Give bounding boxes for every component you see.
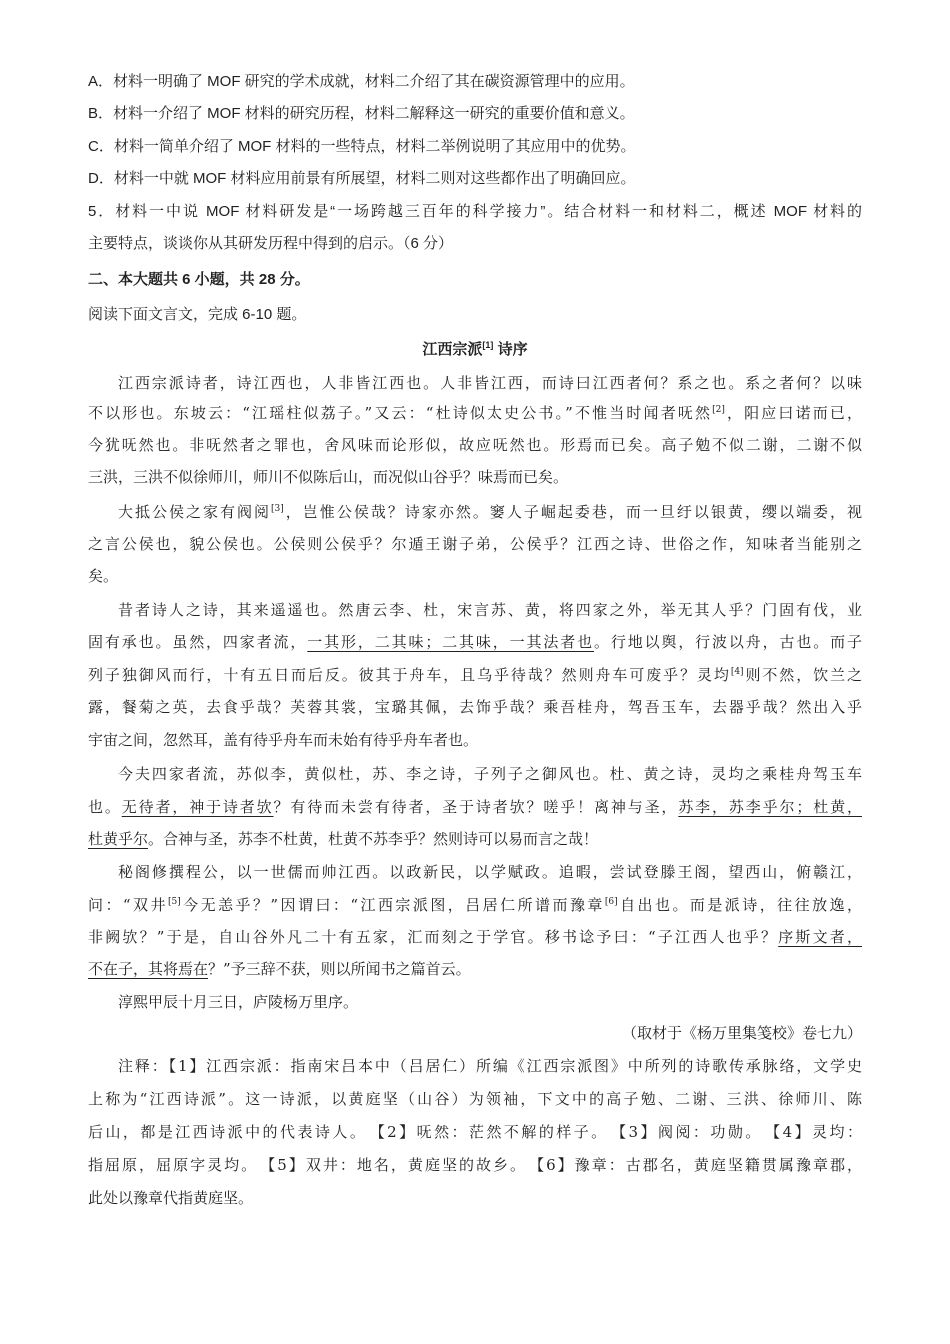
p2-line-1a: 大抵公侯之家有阀阅: [118, 503, 272, 521]
p1-line-2: [88, 403, 862, 423]
p4-line-3: [88, 829, 862, 849]
p2-line-2: 之言公侯也，貌公侯也。公侯则公侯乎？尔遁王谢子弟，公侯乎？江西之诗、世俗之作，知味者当能别之: [88, 535, 862, 553]
p4-line-3b: 。合神与圣，苏李不杜黄，杜黄不苏李乎？然则诗可以易而言之哉！: [148, 830, 599, 848]
p2-line-3: 矣。: [88, 567, 119, 585]
footnote-ref-3: [3]: [271, 504, 284, 514]
notes-line-5: 此处以豫章代指黄庭坚。: [88, 1189, 254, 1207]
p1-line-2b: ，阳应曰诺而已，: [724, 404, 862, 422]
footnote-ref-6: [6]: [604, 897, 618, 907]
notes-line-4: 指屈原，屈原字灵均。 【5】双井：地名，黄庭坚的故乡。 【6】豫章：古郡名，黄庭坚籍贯属豫章郡，: [88, 1156, 862, 1174]
p3-line-2: [88, 632, 862, 652]
p3-line-3a: 列子独御风而行，十有五日而后反。彼其于舟车，且乌乎待哉？然则舟车可废乎？灵均: [88, 666, 731, 684]
p5-line-2c: 自出也。而是派诗，往往放逸，: [617, 896, 862, 914]
question-5-line-1: 5．材料一中说 MOF 材料研发是“一场跨越三百年的科学接力”。结合材料一和材料二，概述 MOF 材料的: [88, 203, 862, 220]
p3-line-3: [88, 665, 862, 685]
option-a: A．材料一明确了 MOF 研究的学术成就，材料二介绍了其在碳资源管理中的应用。: [88, 73, 635, 90]
p4-line-2a: 也。: [88, 798, 122, 816]
p4-line-1: 今夫四家者流，苏似李，黄似杜，苏、李之诗，子列子之御风也。杜、黄之诗，灵均之乘桂舟驾玉车: [118, 765, 862, 783]
footnote-ref-4: [4]: [730, 667, 744, 677]
p4-line-2: [88, 797, 862, 817]
date-line: 淳熙甲辰十月三日，庐陵杨万里序。: [118, 993, 359, 1011]
underlined-sentence-4b: 不在子，其将焉在: [88, 960, 209, 978]
underlined-sentence-3a: 苏李，苏李乎尔；杜黄，: [678, 798, 862, 816]
p5-line-3a: 非阙欤？”于是，自山谷外凡二十有五家，汇而刻之于学官。移书谂予曰：“子江西人也乎？: [88, 928, 779, 946]
p5-line-2b: 今无恙乎？”因谓曰：“江西宗派图，吕居仁所谱而豫章: [180, 896, 605, 914]
p3-line-1: 昔者诗人之诗，其来遥遥也。然唐云李、杜，宋言苏、黄，将四家之外，举无其人乎？门固有伐，业: [118, 601, 862, 619]
footnote-ref-5: [5]: [167, 897, 181, 907]
p5-line-4: [88, 959, 862, 979]
p1-line-2a: 不以形也。东坡云：“江瑶柱似荔子。”又云：“杜诗似太史公书。”不惟当时闻者呒然: [88, 404, 713, 422]
option-c: C．材料一简单介绍了 MOF 材料的一些特点，材料二举例说明了其应用中的优势。: [88, 138, 636, 155]
p2-line-1b: ，岂惟公侯哉？诗家亦然。窭人子崛起委巷，而一旦纡以银黄，缨以端委，视: [283, 503, 862, 521]
p1-line-3: 今犹呒然也。非呒然者之罪也，舍风味而论形似，故应呒然也。形焉而已矣。高子勉不似二谢，二谢不似: [88, 436, 862, 454]
p5-line-4b: ？”予三辞不获，则以所闻书之篇首云。: [208, 960, 471, 978]
footnote-ref-2: [2]: [712, 405, 725, 415]
underlined-sentence-2: 无待者，神于诗者欤: [121, 798, 274, 816]
p3-line-2c: 。行地以舆，行波以舟，古也。而子: [593, 633, 862, 651]
p3-line-4: 露，餐菊之英，去食乎哉？芙蓉其裳，宝璐其佩，去饰乎哉？乘吾桂舟，驾吾玉车，去器乎哉？然出入乎: [88, 698, 862, 716]
notes-line-3: 后山，都是江西诗派中的代表诗人。 【2】呒然：茫然不解的样子。 【3】阀阅：功勋。 【4】灵均：: [88, 1123, 862, 1141]
p5-line-3: [88, 927, 862, 947]
option-d: D．材料一中就 MOF 材料应用前景有所展望，材料二则对这些都作出了明确回应。: [88, 170, 636, 187]
p5-line-1: 秘阁修撰程公，以一世儒而帅江西。以政新民，以学赋政。追暇，尝试登滕王阁，望西山，俯赣江，: [118, 863, 862, 881]
p1-line-1: 江西宗派诗者，诗江西也，人非皆江西也。人非皆江西，而诗曰江西者何？系之也。系之者何？以味: [118, 374, 862, 392]
footnote-ref-1: [1]: [482, 340, 494, 350]
p3-line-5: 宇宙之间，忽然耳，盖有待乎舟车而未始有待乎舟车者也。: [88, 731, 479, 749]
p3-line-2a: 固有承也。虽然，四家者流，: [88, 633, 308, 651]
p2-line-1: [88, 502, 862, 522]
p5-line-2a: 问：“双井: [88, 896, 168, 914]
p3-line-3b: 则不然，饮兰之: [743, 666, 862, 684]
passage-title: [88, 340, 862, 360]
option-b: B．材料一介绍了 MOF 材料的研究历程，材料二解释这一研究的重要价值和意义。: [88, 105, 635, 122]
notes-line-1: 注释：【1】江西宗派：指南宋吕本中（吕居仁）所编《江西宗派图》中所列的诗歌传承脉络，文学史: [118, 1057, 862, 1075]
section-heading: 二、本大题共 6 小题，共 28 分。: [88, 271, 310, 288]
p1-line-4: 三洪，三洪不似徐师川，师川不似陈后山，而况似山谷乎？味焉而已矣。: [88, 468, 569, 486]
p5-line-2: [88, 895, 862, 915]
underlined-sentence-1: 一其形，二其味；二其味，一其法者也: [307, 633, 594, 651]
source-citation: （取材于《杨万里集笺校》卷七九）: [621, 1024, 862, 1042]
section-instruction: 阅读下面文言文，完成 6-10 题。: [88, 306, 307, 323]
notes-line-2: 上称为“江西诗派”。这一诗派，以黄庭坚（山谷）为领袖，下文中的高子勉、二谢、三洪、徐师川、陈: [88, 1090, 862, 1108]
passage-title-b: 诗序: [493, 341, 528, 358]
question-5-line-2: 主要特点，谈谈你从其研发历程中得到的启示。（6 分）: [88, 235, 454, 252]
underlined-sentence-4a: 序斯文者，: [778, 928, 862, 946]
p4-line-2c: ？有待而未尝有待者，圣于诗者欤？嗟乎！离神与圣，: [273, 798, 679, 816]
underlined-sentence-3b: 杜黄乎尔: [88, 830, 149, 848]
passage-title-a: 江西宗派: [422, 341, 483, 358]
